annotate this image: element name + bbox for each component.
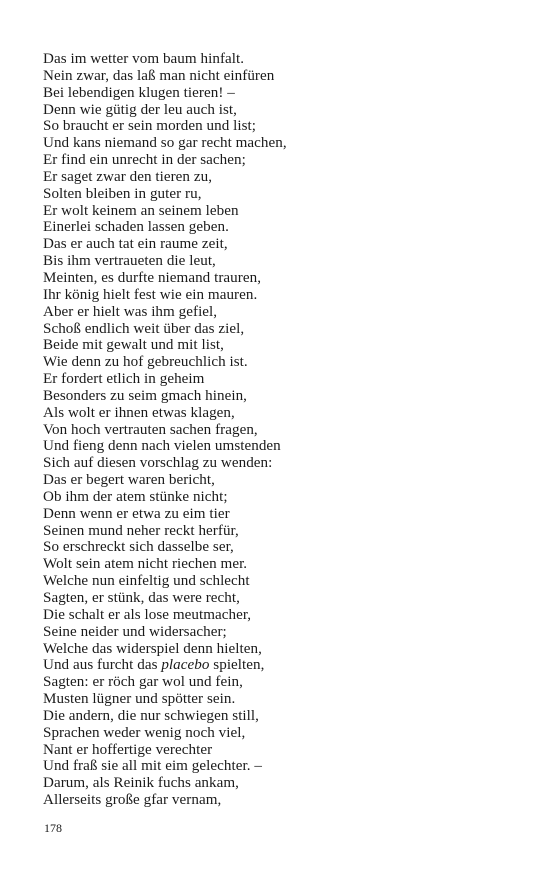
verse-line: Solten bleiben in guter ru, [43, 185, 202, 202]
verse-line: Darum, als Reinik fuchs ankam, [43, 775, 239, 792]
verse-line: Welche das widerspiel denn hielten, [43, 640, 262, 657]
verse-line: Denn wie gütig der leu auch ist, [43, 101, 237, 118]
verse-line: Aber er hielt was ihm gefiel, [43, 303, 218, 320]
verse-lines [43, 51, 513, 809]
italic-word: placebo [161, 657, 210, 674]
verse-line: Besonders zu seim gmach hinein, [43, 387, 248, 404]
verse-line: Bis ihm vertraueten die leut, [43, 253, 216, 270]
verse-line: Er wolt keinem an seinem leben [43, 202, 239, 219]
verse-line: Seine neider und widersacher; [43, 623, 227, 640]
verse-line: Die andern, die nur schwiegen still, [43, 707, 259, 724]
verse-line: Wolt sein atem nicht riechen mer. [43, 556, 248, 573]
verse-line: Bei lebendigen klugen tieren! – [43, 84, 235, 101]
verse-line: Er find ein unrecht in der sachen; [43, 152, 246, 169]
verse-line: Und kans niemand so gar recht machen, [43, 135, 287, 152]
verse-line-text: Und aus furcht das [43, 657, 162, 674]
verse-line: Musten lügner und spötter sein. [43, 691, 236, 708]
verse-line: Wie denn zu hof gebreuchlich ist. [43, 354, 248, 371]
page-number: 178 [44, 821, 62, 835]
verse-line: Welche nun einfeltig und schlecht [43, 573, 250, 590]
verse-line: Denn wenn er etwa zu eim tier [43, 505, 230, 522]
verse-line: Er saget zwar den tieren zu, [43, 168, 213, 185]
verse-line: Von hoch vertrauten sachen fragen, [43, 421, 258, 438]
verse-line: Das er auch tat ein raume zeit, [43, 236, 228, 253]
verse-line: Und fieng denn nach vielen umstenden [43, 438, 281, 455]
verse-line: So braucht er sein morden und list; [43, 118, 257, 135]
verse-line: Nant er hoffertige verechter [43, 741, 213, 758]
verse-line: Sagten: er röch gar wol und fein, [43, 674, 243, 691]
poem-text-block [43, 51, 513, 809]
verse-line: Das er begert waren bericht, [43, 472, 215, 489]
verse-line: Ihr könig hielt fest wie ein mauren. [43, 286, 258, 303]
verse-line: Einerlei schaden lassen geben. [43, 219, 229, 236]
verse-line: Und fraß sie all mit eim gelechter. – [43, 758, 262, 775]
verse-line: Sagten, er stünk, das were recht, [43, 590, 240, 606]
verse-line [43, 657, 513, 674]
verse-line: Er fordert etlich in geheim [43, 371, 205, 388]
verse-line: Sich auf diesen vorschlag zu wenden: [43, 455, 273, 472]
verse-line-text: spielten, [209, 657, 265, 674]
verse-line: Das im wetter vom baum hinfalt. [43, 51, 245, 67]
verse-line: So erschreckt sich dasselbe ser, [43, 539, 234, 556]
verse-line: Die schalt er als lose meutmacher, [43, 606, 252, 623]
verse-line: Allerseits große gfar vernam, [43, 792, 222, 809]
verse-line: Ob ihm der atem stünke nicht; [43, 488, 228, 505]
verse-line: Nein zwar, das laß man nicht einfüren [43, 67, 275, 84]
verse-line: Schoß endlich weit über das ziel, [43, 320, 245, 337]
verse-line: Als wolt er ihnen etwas klagen, [43, 404, 235, 421]
verse-line: Seinen mund neher reckt herfür, [43, 522, 239, 539]
verse-line: Meinten, es durfte niemand trauren, [43, 269, 262, 286]
verse-line: Sprachen weder wenig noch viel, [43, 724, 246, 741]
verse-line: Beide mit gewalt und mit list, [43, 337, 224, 354]
